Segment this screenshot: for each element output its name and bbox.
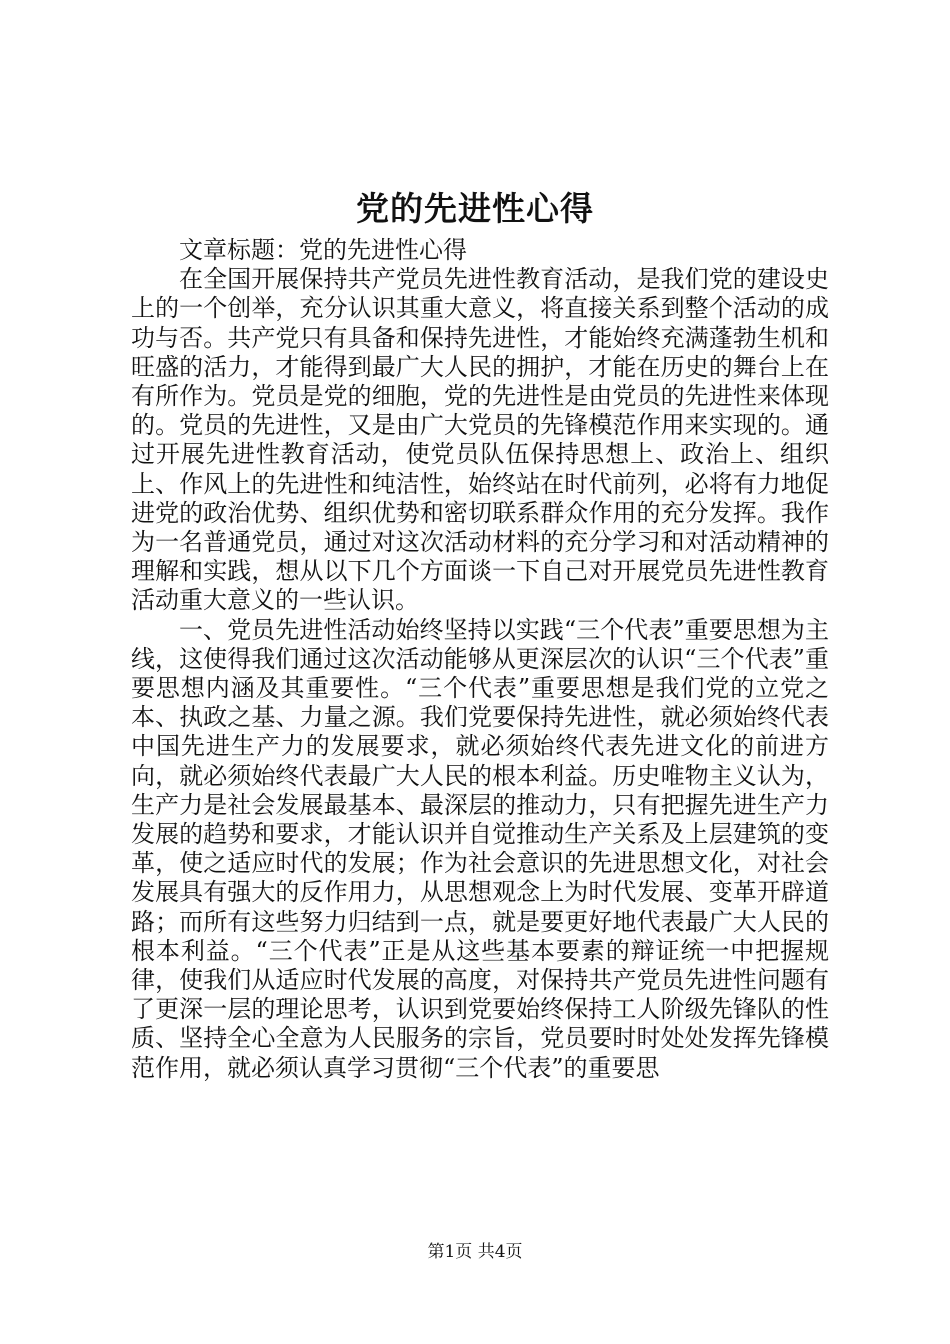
- document-body: [131, 236, 829, 1083]
- body-paragraph: 在全国开展保持共产党员先进性教育活动，是我们党的建设史上的一个创举，充分认识其重大意义，将直接关系到整个活动的成功与否。共产党只有具备和保持先进性，才能始终充满蓬勃生机和旺盛的活力，才能得到最广大人民的拥护，才能在历史的舞台上在有所作为。党员是党的细胞，党的先进性是由党员的先进性来体现的。党员的先进性，又是由广大党员的先锋模范作用来实现的。通过开展先进性教育活动，使党员队伍保持思想上、政治上、组织上、作风上的先进性和纯洁性，始终站在时代前列，必将有力地促进党的政治优势、组织优势和密切联系群众作用的充分发挥。我作为一名普通党员，通过对这次活动材料的充分学习和对活动精神的理解和实践，想从以下几个方面谈一下自己对开展党员先进性教育活动重大意义的一些认识。: [131, 265, 829, 615]
- article-title-line: 文章标题：党的先进性心得: [179, 236, 467, 264]
- body-paragraph: 一、党员先进性活动始终坚持以实践“三个代表”重要思想为主线，这使得我们通过这次活动能够从更深层次的认识“三个代表”重要思想内涵及其重要性。“三个代表”重要思想是我们党的立党之本、执政之基、力量之源。我们党要保持先进性，就必须始终代表中国先进生产力的发展要求，就必须始终代表先进文化的前进方向，就必须始终代表最广大人民的根本利益。历史唯物主义认为，生产力是社会发展最基本、最深层的推动力，只有把握先进生产力发展的趋势和要求，才能认识并自觉推动生产关系及上层建筑的变革，使之适应时代的发展；作为社会意识的先进思想文化，对社会发展具有强大的反作用力，从思想观念上为时代发展、变革开辟道路；而所有这些努力归结到一点，就是要更好地代表最广大人民的根本利益。“三个代表”正是从这些基本要素的辩证统一中把握规律，使我们从适应时代发展的高度，对保持共产党员先进性问题有了更深一层的理论思考，认识到党要始终保持工人阶级先锋队的性质、坚持全心全意为人民服务的宗旨，党员要时时处处发挥先锋模范作用，就必须认真学习贯彻“三个代表”的重要思: [131, 615, 829, 1082]
- page-footer: 第1页 共4页: [427, 1242, 523, 1262]
- document-title: 党的先进性心得: [356, 189, 594, 228]
